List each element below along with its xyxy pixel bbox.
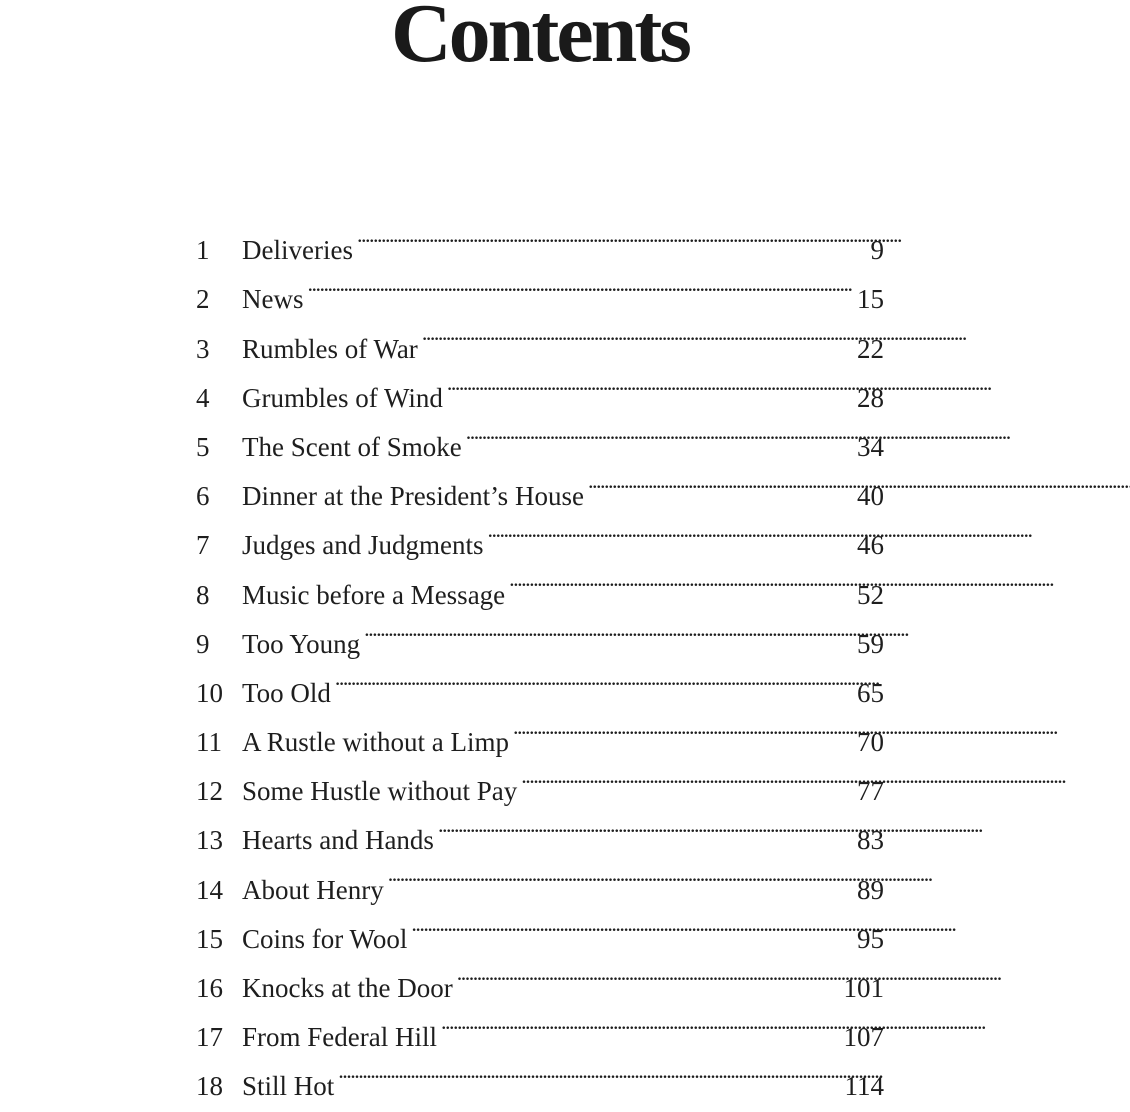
page-number: 15 bbox=[857, 284, 884, 315]
dot-leader bbox=[509, 554, 855, 603]
chapter-title: Music before a Message bbox=[242, 579, 506, 610]
page-number: 65 bbox=[857, 677, 884, 708]
dot-leader bbox=[487, 505, 855, 554]
chapter-number: 11 bbox=[196, 727, 222, 758]
page-number: 34 bbox=[857, 431, 884, 462]
chapter-title: Rumbles of War bbox=[242, 333, 418, 364]
chapter-title: Too Young bbox=[242, 628, 361, 659]
dot-leader bbox=[422, 308, 855, 357]
chapter-title: Too Old bbox=[242, 677, 331, 708]
page-number: 52 bbox=[857, 579, 884, 610]
page-number: 40 bbox=[857, 481, 884, 512]
page-number: 46 bbox=[857, 530, 884, 561]
dot-leader bbox=[357, 210, 869, 259]
chapter-title: News bbox=[242, 284, 304, 315]
page-title: Contents bbox=[390, 0, 689, 80]
page-number: 95 bbox=[857, 923, 884, 954]
chapter-title: Judges and Judgments bbox=[242, 530, 484, 561]
chapter-number: 14 bbox=[196, 874, 223, 905]
dot-leader bbox=[308, 259, 856, 308]
chapter-title: A Rustle without a Limp bbox=[242, 727, 509, 758]
page-number: 107 bbox=[843, 1022, 884, 1053]
page-number: 22 bbox=[857, 333, 884, 364]
page-number: 70 bbox=[857, 727, 884, 758]
dot-leader bbox=[438, 800, 855, 849]
dot-leader bbox=[335, 653, 855, 702]
chapter-number: 18 bbox=[196, 1071, 223, 1102]
page-number: 114 bbox=[844, 1071, 884, 1102]
toc-entry bbox=[196, 210, 884, 266]
page-number: 89 bbox=[857, 874, 884, 905]
chapter-number: 17 bbox=[196, 1022, 223, 1053]
table-of-contents bbox=[196, 210, 884, 1102]
dot-leader bbox=[338, 1046, 842, 1095]
chapter-number: 7 bbox=[196, 530, 210, 561]
chapter-number: 9 bbox=[196, 628, 210, 659]
chapter-title: About Henry bbox=[242, 874, 384, 905]
chapter-number: 16 bbox=[196, 973, 223, 1003]
chapter-title: Still Hot bbox=[242, 1071, 335, 1102]
chapter-number: 5 bbox=[196, 431, 210, 462]
chapter-number: 15 bbox=[196, 923, 223, 954]
page-number: 77 bbox=[857, 776, 884, 807]
chapter-title: Dinner at the President’s House bbox=[242, 481, 584, 512]
page-number: 28 bbox=[857, 382, 884, 413]
dot-leader bbox=[411, 899, 855, 948]
chapter-number: 10 bbox=[196, 677, 223, 708]
chapter-number: 8 bbox=[196, 579, 210, 610]
chapter-number: 6 bbox=[196, 481, 210, 512]
chapter-title: Grumbles of Wind bbox=[242, 382, 443, 413]
chapter-title: The Scent of Smoke bbox=[242, 431, 462, 462]
page-number: 101 bbox=[843, 973, 884, 1003]
chapter-number: 2 bbox=[196, 284, 210, 315]
chapter-title: Hearts and Hands bbox=[242, 825, 434, 856]
dot-leader bbox=[466, 407, 855, 456]
dot-leader bbox=[521, 751, 855, 800]
chapter-title: From Federal Hill bbox=[242, 1022, 437, 1053]
dot-leader bbox=[364, 604, 855, 653]
dot-leader bbox=[457, 948, 842, 997]
page-number: 9 bbox=[870, 235, 884, 266]
dot-leader bbox=[447, 358, 855, 407]
page-number: 83 bbox=[857, 825, 884, 856]
chapter-title: Knocks at the Door bbox=[242, 973, 453, 1003]
chapter-number: 13 bbox=[196, 825, 223, 856]
dot-leader bbox=[588, 456, 855, 505]
page-number: 59 bbox=[857, 628, 884, 659]
chapter-number: 1 bbox=[196, 235, 210, 266]
chapter-title: Coins for Wool bbox=[242, 923, 408, 954]
dot-leader bbox=[513, 702, 855, 751]
dot-leader bbox=[388, 849, 855, 898]
chapter-number: 4 bbox=[196, 382, 210, 413]
chapter-number: 12 bbox=[196, 776, 223, 807]
chapter-number: 3 bbox=[196, 333, 210, 364]
dot-leader bbox=[441, 997, 842, 1046]
chapter-title: Some Hustle without Pay bbox=[242, 776, 518, 807]
chapter-title: Deliveries bbox=[242, 235, 353, 266]
